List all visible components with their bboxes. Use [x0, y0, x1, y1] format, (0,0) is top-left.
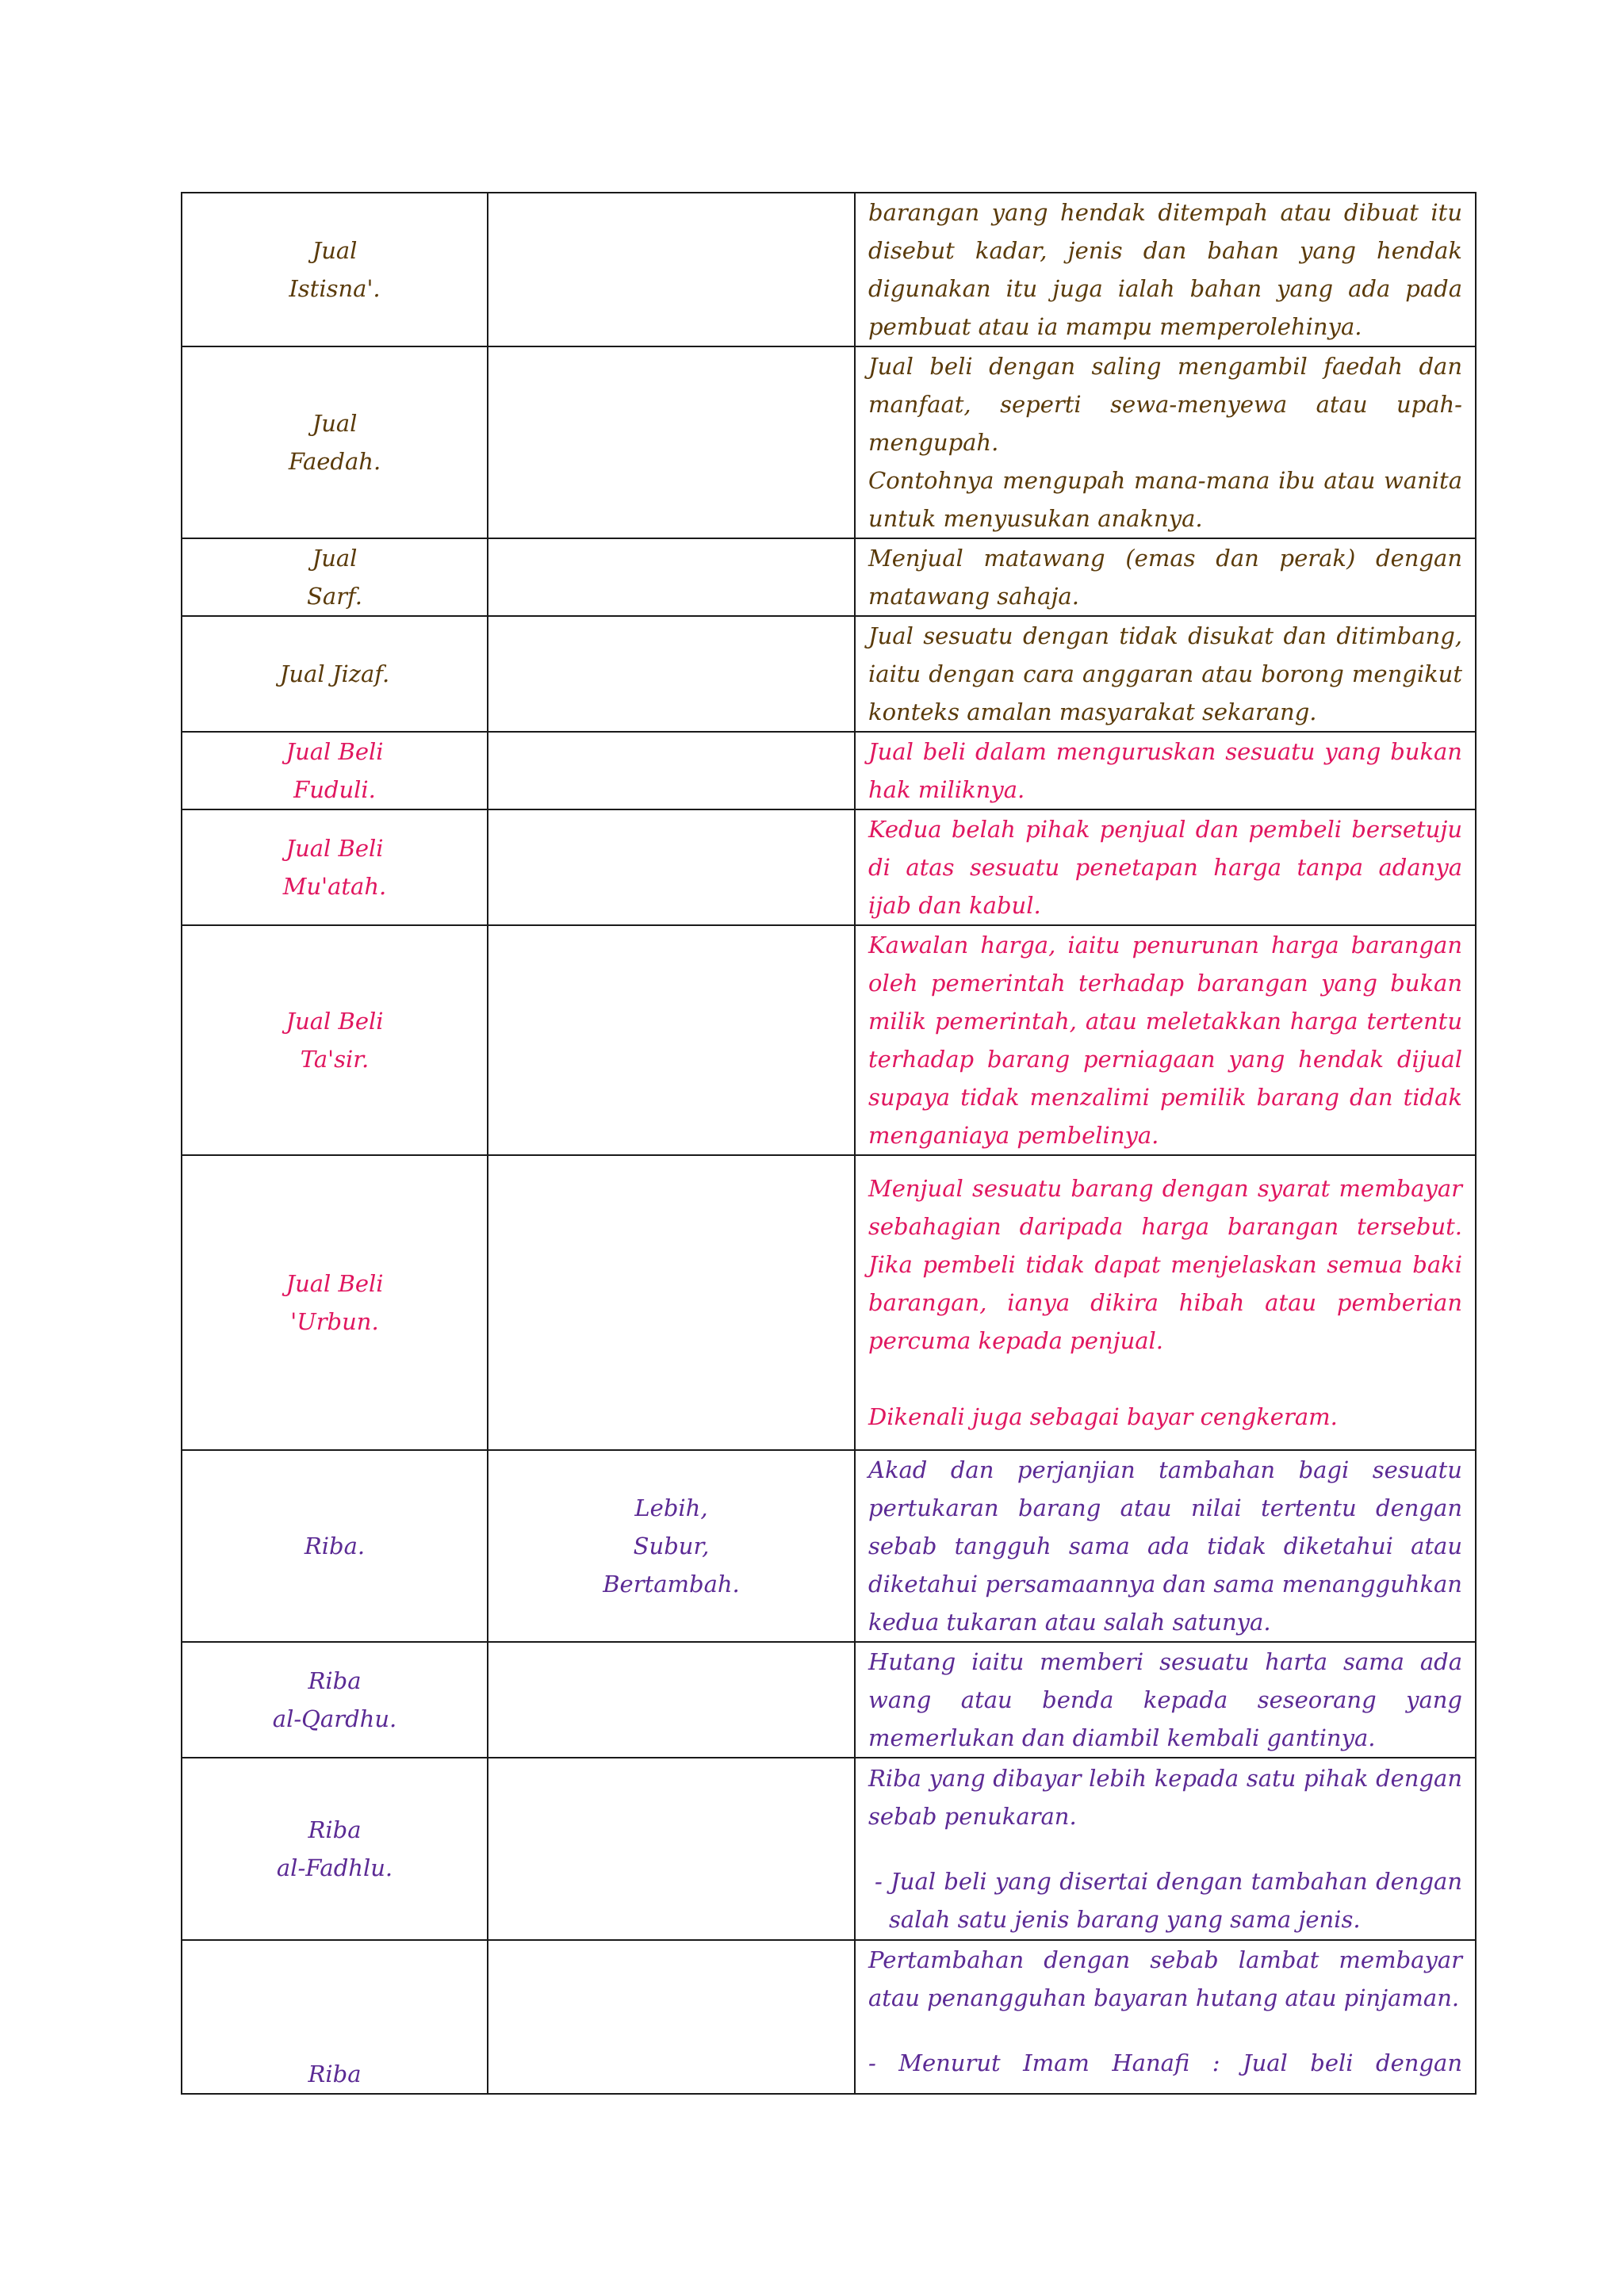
definition-text: Dikenali juga sebagai bayar cengkeram. — [868, 1403, 1338, 1430]
table-row — [182, 1155, 1476, 1450]
term-text: Jual — [312, 237, 358, 264]
term-cell — [182, 193, 488, 346]
term-cell — [182, 809, 488, 925]
definition-cell — [855, 925, 1476, 1155]
definition-text: Kedua belah pihak penjual dan pembeli bersetuju di atas sesuatu penetapan harga tanpa adanya ijab dan kabul. — [868, 816, 1462, 919]
term-text: Sarf. — [307, 583, 362, 610]
term-text: al-Fadhlu. — [276, 1854, 393, 1881]
table-row — [182, 616, 1476, 732]
paragraph-gap — [868, 1360, 1462, 1398]
term-text: Jual Beli — [285, 738, 384, 765]
term-text: Riba. — [304, 1533, 366, 1559]
term-text: 'Urbun. — [290, 1308, 379, 1335]
term-text: Jual — [312, 545, 358, 572]
term-text: Faedah. — [288, 448, 381, 475]
term-text: Riba — [308, 2061, 362, 2087]
term-text: Jual Beli — [285, 1270, 384, 1297]
definition-bullet: - Menurut Imam Hanafi : Jual beli dengan — [868, 2049, 1462, 2076]
term-cell — [182, 925, 488, 1155]
meaning-cell — [488, 1642, 855, 1758]
definition-text: Jual beli dengan saling mengambil faedah dan manfaat, seperti sewa-menyewa atau upah-mengupah. — [868, 353, 1462, 456]
meaning-cell — [488, 193, 855, 346]
term-text: Mu'atah. — [282, 873, 387, 900]
definition-text: Riba yang dibayar lebih kepada satu pihak dengan sebab penukaran. — [868, 1765, 1462, 1830]
table-row — [182, 809, 1476, 925]
term-cell — [182, 616, 488, 732]
meaning-cell — [488, 1940, 855, 2094]
term-cell — [182, 1642, 488, 1758]
definition-cell — [855, 1155, 1476, 1450]
definition-bullet: - Jual beli yang disertai dengan tambahan dengan salah satu jenis barang yang sama jenis. — [875, 1868, 1462, 1933]
meaning-text: Bertambah. — [603, 1571, 740, 1598]
term-text: Riba — [308, 1816, 362, 1843]
meaning-cell — [488, 732, 855, 809]
table-row — [182, 346, 1476, 538]
term-text: Riba — [308, 1667, 362, 1694]
definition-cell — [855, 1758, 1476, 1940]
definition-text: Menjual sesuatu barang dengan syarat membayar sebahagian daripada harga barangan tersebut. Jika pembeli tidak dapat menjelaskan semua baki barangan, ianya dikira hibah atau pemberian percuma kepada penjual. — [868, 1175, 1462, 1354]
term-text: al-Qardhu. — [272, 1705, 397, 1732]
meaning-cell — [488, 809, 855, 925]
term-cell — [182, 1940, 488, 2094]
table-row — [182, 193, 1476, 346]
term-text: Istisna'. — [289, 275, 381, 302]
table-row — [182, 925, 1476, 1155]
meaning-cell — [488, 1155, 855, 1450]
term-text: Jual Beli — [285, 1008, 384, 1035]
term-cell — [182, 1758, 488, 1940]
definition-text: Kawalan harga, iaitu penurunan harga barangan oleh pemerintah terhadap barangan yang bukan milik pemerintah, atau meletakkan harga tertentu terhadap barang perniagaan yang hendak dijual supaya tidak menzalimi pemilik barang dan tidak menganiaya pembelinya. — [868, 932, 1462, 1149]
table-row — [182, 1450, 1476, 1642]
document-page — [181, 192, 1475, 2095]
table-row — [182, 1940, 1476, 2094]
table-row — [182, 732, 1476, 809]
meaning-cell — [488, 538, 855, 616]
definition-text: Hutang iaitu memberi sesuatu harta sama ada wang atau benda kepada seseorang yang memerlukan dan diambil kembali gantinya. — [868, 1648, 1462, 1751]
definition-cell — [855, 193, 1476, 346]
term-cell — [182, 1450, 488, 1642]
meaning-cell — [488, 925, 855, 1155]
term-cell — [182, 732, 488, 809]
definition-text: Jual sesuatu dengan tidak disukat dan ditimbang, iaitu dengan cara anggaran atau borong mengikut konteks amalan masyarakat sekarang. — [868, 622, 1462, 725]
definition-cell — [855, 1940, 1476, 2094]
term-text: Jual Jizaf. — [279, 660, 390, 687]
definition-cell — [855, 732, 1476, 809]
term-cell — [182, 538, 488, 616]
definition-text: Pertambahan dengan sebab lambat membayar atau penangguhan bayaran hutang atau pinjaman. — [868, 1946, 1462, 2011]
meaning-text: Subur, — [633, 1533, 710, 1559]
term-text: Jual Beli — [285, 835, 384, 862]
definition-cell — [855, 538, 1476, 616]
meaning-cell — [488, 616, 855, 732]
meaning-cell — [488, 1450, 855, 1642]
definition-cell — [855, 1450, 1476, 1642]
table-row — [182, 1642, 1476, 1758]
definition-text: Contohnya mengupah mana-mana ibu atau wanita untuk menyusukan anaknya. — [868, 467, 1462, 532]
definition-text: Menjual matawang (emas dan perak) dengan matawang sahaja. — [868, 545, 1462, 610]
table-row — [182, 1758, 1476, 1940]
definition-cell — [855, 346, 1476, 538]
meaning-text: Lebih, — [634, 1494, 708, 1521]
term-cell — [182, 346, 488, 538]
definition-text: barangan yang hendak ditempah atau dibuat itu disebut kadar, jenis dan bahan yang hendak digunakan itu juga ialah bahan yang ada pada pembuat atau ia mampu memperolehinya. — [868, 199, 1462, 340]
term-text: Fuduli. — [293, 776, 376, 803]
glossary-table — [181, 192, 1477, 2095]
definition-cell — [855, 1642, 1476, 1758]
definition-cell — [855, 809, 1476, 925]
term-text: Ta'sir. — [300, 1046, 370, 1073]
definition-text: Akad dan perjanjian tambahan bagi sesuatu pertukaran barang atau nilai tertentu dengan sebab tangguh sama ada tidak diketahui atau diketahui persamaannya dan sama menangguhkan kedua tukaran atau salah satunya. — [868, 1456, 1462, 1636]
meaning-cell — [488, 346, 855, 538]
definition-text: Jual beli dalam menguruskan sesuatu yang bukan hak miliknya. — [868, 738, 1462, 803]
meaning-cell — [488, 1758, 855, 1940]
paragraph-gap — [868, 1835, 1462, 1862]
paragraph-gap — [868, 2017, 1462, 2044]
term-text: Jual — [312, 410, 358, 437]
definition-cell — [855, 616, 1476, 732]
table-row — [182, 538, 1476, 616]
term-cell — [182, 1155, 488, 1450]
